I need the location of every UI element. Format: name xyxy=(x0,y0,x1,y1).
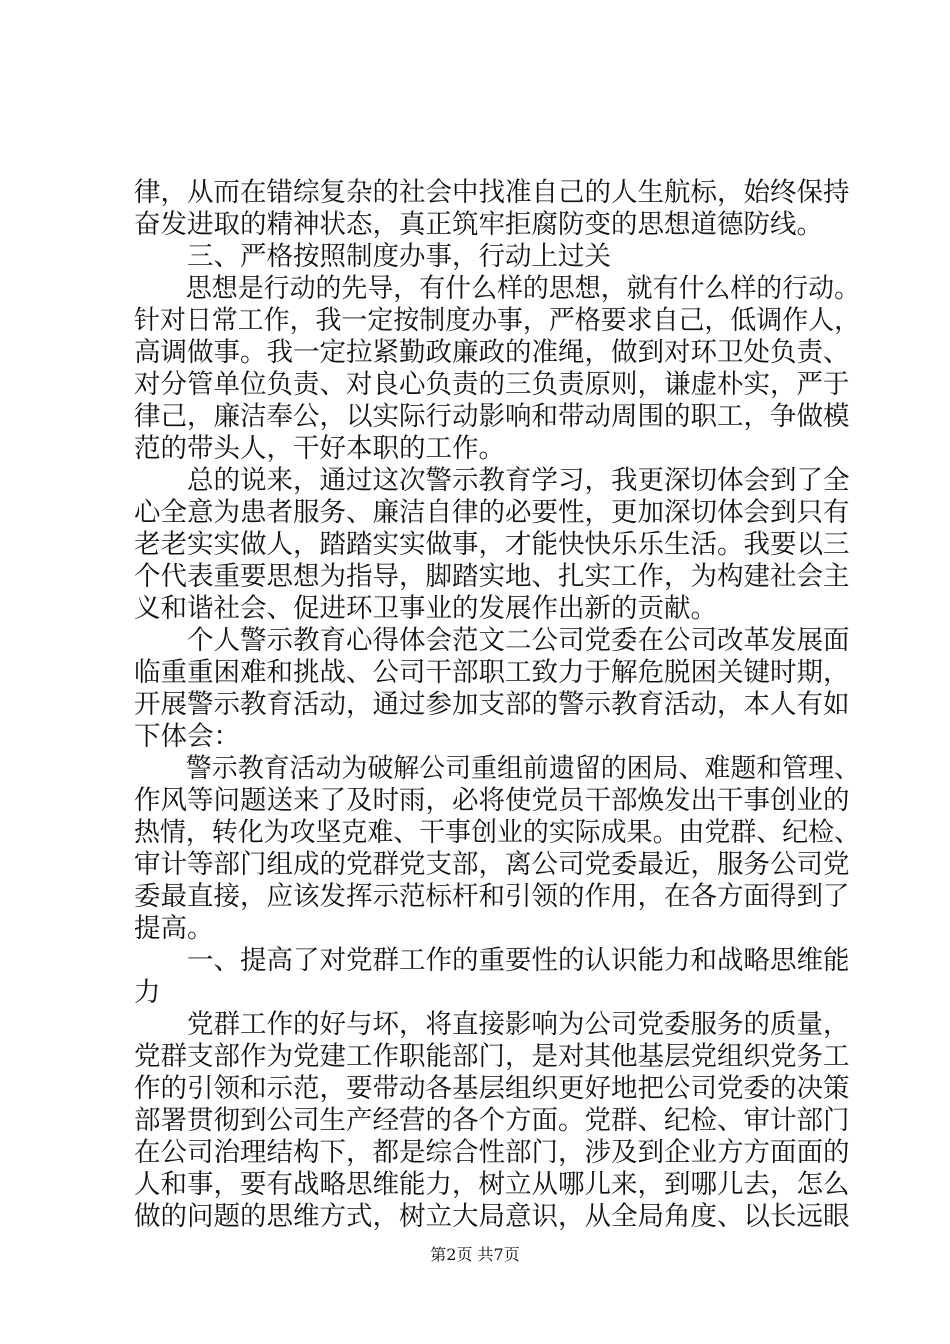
body-text-line: 党群支部作为党建工作职能部门，是对其他基层党组织党务工 xyxy=(134,1041,850,1072)
body-text-line: 下体会： xyxy=(134,721,240,752)
body-text-line: 委最直接，应该发挥示范标杆和引领的作用，在各方面得到了 xyxy=(134,881,850,912)
body-text-line: 临重重困难和挑战、公司干部职工致力于解危脱困关键时期， xyxy=(134,657,850,688)
body-text-line: 作的引领和示范，要带动各基层组织更好地把公司党委的决策 xyxy=(134,1073,850,1104)
body-text-line: 思想是行动的先导，有什么样的思想，就有什么样的行动。 xyxy=(134,273,860,304)
body-text-line: 对分管单位负责、对良心负责的三负责原则，谦虚朴实，严于 xyxy=(134,369,850,400)
body-text-line: 提高。 xyxy=(134,913,214,944)
section-heading: 力 xyxy=(134,977,161,1008)
body-text-line: 老老实实做人，踏踏实实做事，才能快快乐乐生活。我要以三 xyxy=(134,529,850,560)
body-text-line: 人和事，要有战略思维能力，树立从哪儿来，到哪儿去，怎么 xyxy=(134,1169,850,1200)
body-text-line: 作风等问题送来了及时雨，必将使党员干部焕发出干事创业的 xyxy=(134,785,850,816)
body-text-line: 警示教育活动为破解公司重组前遗留的困局、难题和管理、 xyxy=(134,753,860,784)
body-text-line: 律己，廉洁奉公，以实际行动影响和带动周围的职工，争做模 xyxy=(134,401,850,432)
body-text-line: 党群工作的好与坏，将直接影响为公司党委服务的质量， xyxy=(134,1009,850,1040)
body-text-line: 范的带头人，干好本职的工作。 xyxy=(134,433,505,464)
body-text-line: 针对日常工作，我一定按制度办事，严格要求自己，低调作人， xyxy=(134,305,860,336)
body-text-line: 心全意为患者服务、廉洁自律的必要性，更加深切体会到只有 xyxy=(134,497,850,528)
section-heading: 三、严格按照制度办事，行动上过关 xyxy=(134,241,611,272)
page-number-footer: 第2页 共7页 xyxy=(430,1245,520,1264)
body-text-line: 个人警示教育心得体会范文二公司党委在公司改革发展面 xyxy=(134,625,850,656)
section-heading: 一、提高了对党群工作的重要性的认识能力和战略思维能 xyxy=(134,945,850,976)
body-text-line: 审计等部门组成的党群党支部，离公司党委最近，服务公司党 xyxy=(134,849,850,880)
body-text-line: 在公司治理结构下，都是综合性部门，涉及到企业方方面面的 xyxy=(134,1137,850,1168)
body-text-line: 做的问题的思维方式，树立大局意识，从全局角度、以长远眼 xyxy=(134,1201,850,1232)
body-text-line: 律，从而在错综复杂的社会中找准自己的人生航标，始终保持 xyxy=(134,177,850,208)
body-text-line: 开展警示教育活动，通过参加支部的警示教育活动，本人有如 xyxy=(134,689,850,720)
body-text-line: 部署贯彻到公司生产经营的各个方面。党群、纪检、审计部门 xyxy=(134,1105,850,1136)
body-text-line: 奋发进取的精神状态，真正筑牢拒腐防变的思想道德防线。 xyxy=(134,209,823,240)
body-text-line: 个代表重要思想为指导，脚踏实地、扎实工作，为构建社会主 xyxy=(134,561,850,592)
body-text-line: 热情，转化为攻坚克难、干事创业的实际成果。由党群、纪检、 xyxy=(134,817,860,848)
body-text-line: 总的说来，通过这次警示教育学习，我更深切体会到了全 xyxy=(134,465,850,496)
body-text-line: 高调做事。我一定拉紧勤政廉政的准绳，做到对环卫处负责、 xyxy=(134,337,850,368)
body-text-line: 义和谐社会、促进环卫事业的发展作出新的贡献。 xyxy=(134,593,717,624)
